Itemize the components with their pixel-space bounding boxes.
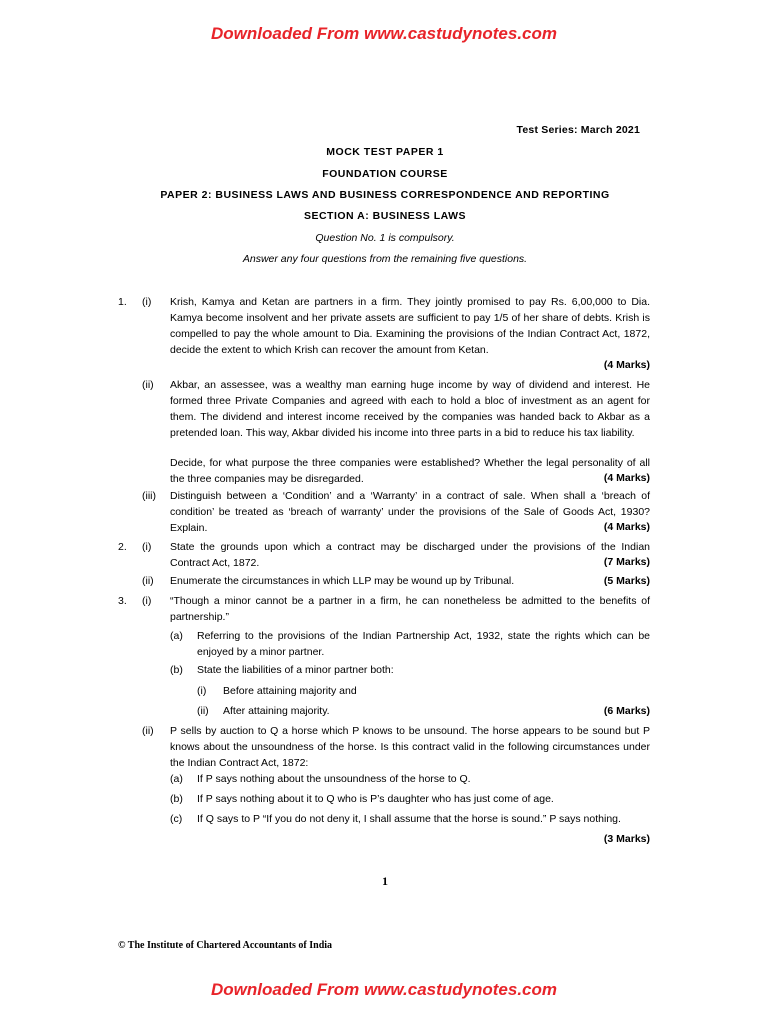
sub-label: (i) (197, 685, 207, 697)
marks: (5 Marks) (603, 575, 650, 587)
paper-title: MOCK TEST PAPER 1 (326, 146, 444, 158)
test-series: Test Series: March 2021 (516, 124, 640, 136)
instruction-1: Question No. 1 is compulsory. (315, 232, 455, 244)
question-text: If P says nothing about the unsoundness of the horse to Q. (197, 773, 471, 785)
course-title: FOUNDATION COURSE (322, 168, 448, 180)
question-text: Enumerate the circumstances in which LLP may be wound up by Tribunal. (170, 575, 515, 587)
marks: (7 Marks) (603, 556, 650, 568)
marks: (4 Marks) (603, 359, 650, 371)
sub-label: (c) (170, 813, 183, 825)
question-text: State the liabilities of a minor partner both: (197, 664, 394, 676)
question-text: Decide, for what purpose the three companies were established? Whether the legal personality of all the three companies may be disregarded. (170, 457, 650, 485)
sub-label: (a) (170, 773, 183, 785)
sub-label: (ii) (197, 705, 209, 717)
sub-label: (iii) (142, 490, 156, 502)
question-number: 1. (118, 296, 127, 308)
question-text: If P says nothing about it to Q who is P’s daughter who has just come of age. (197, 793, 554, 805)
question-text: Krish, Kamya and Ketan are partners in a firm. They jointly promised to pay Rs. 6,00,000 to Dia. Kamya become insolvent and her private assets are sufficient to pay 1/5 of her share of debts. Krish is compelled to pay the whole amount to Dia. Examining the provisions of the Indian Contract Act, 1872, decide the extent to which Krish can recover the amount from Ketan. (170, 296, 650, 356)
copyright-footer: © The Institute of Chartered Accountants of India (118, 940, 333, 951)
question-text: State the grounds upon which a contract may be discharged under the provisions of the Indian Contract Act, 1872. (170, 541, 650, 569)
question-number: 2. (118, 541, 127, 553)
sub-label: (i) (142, 296, 152, 308)
section-title: SECTION A: BUSINESS LAWS (303, 210, 467, 222)
marks: (4 Marks) (603, 521, 650, 533)
question-text: Distinguish between a ‘Condition’ and a ‘Warranty’ in a contract of sale. When shall a ‘breach of condition’ be treated as ‘breach of warranty’ under the provisions of the Sale of Goods Act, 1930? Explain. (170, 490, 650, 534)
sub-label: (i) (142, 541, 152, 553)
marks: (6 Marks) (603, 705, 650, 717)
sub-label: (ii) (142, 379, 154, 391)
question-text: Before attaining majority and (223, 685, 357, 697)
sub-label: (a) (170, 630, 183, 642)
marks: (3 Marks) (603, 833, 650, 845)
sub-label: (b) (170, 793, 183, 805)
marks: (4 Marks) (603, 472, 650, 484)
sub-label: (i) (142, 595, 152, 607)
question-text: “Though a minor cannot be a partner in a firm, he can nonetheless be admitted to the benefits of partnership.” (170, 595, 650, 623)
page-number: 1 (382, 874, 388, 888)
download-banner-top: Downloaded From www.castudynotes.com (210, 24, 558, 43)
paper-name: PAPER 2: BUSINESS LAWS AND BUSINESS CORRESPONDENCE AND REPORTING (160, 189, 610, 201)
sub-label: (ii) (142, 575, 154, 587)
question-text: After attaining majority. (223, 705, 330, 717)
document-page (110, 0, 650, 1024)
sub-label: (b) (170, 664, 183, 676)
question-text: P sells by auction to Q a horse which P knows to be unsound. The horse appears to be sound but P knows about the unsoundness of the horse. Is this contract valid in the following circumstances under the Indian Contract Act, 1872: (170, 725, 650, 769)
question-text: If Q says to P “If you do not deny it, I shall assume that the horse is sound.” P says nothing. (197, 813, 621, 825)
question-text: Akbar, an assessee, was a wealthy man earning huge income by way of dividend and interest. He formed three Private Companies and agreed with each to hold a bloc of investment as an agent for them. The dividend and interest income received by the companies was handed back to Akbar as a pretended loan. This way, Akbar divided his income into three parts in a bid to reduce his tax liability. (170, 379, 650, 439)
instruction-2: Answer any four questions from the remaining five questions. (242, 253, 528, 265)
sub-label: (ii) (142, 725, 154, 737)
question-text: Referring to the provisions of the Indian Partnership Act, 1932, state the rights which can be enjoyed by a minor partner. (197, 630, 650, 658)
question-number: 3. (118, 595, 127, 607)
download-banner-bottom: Downloaded From www.castudynotes.com (210, 980, 558, 999)
